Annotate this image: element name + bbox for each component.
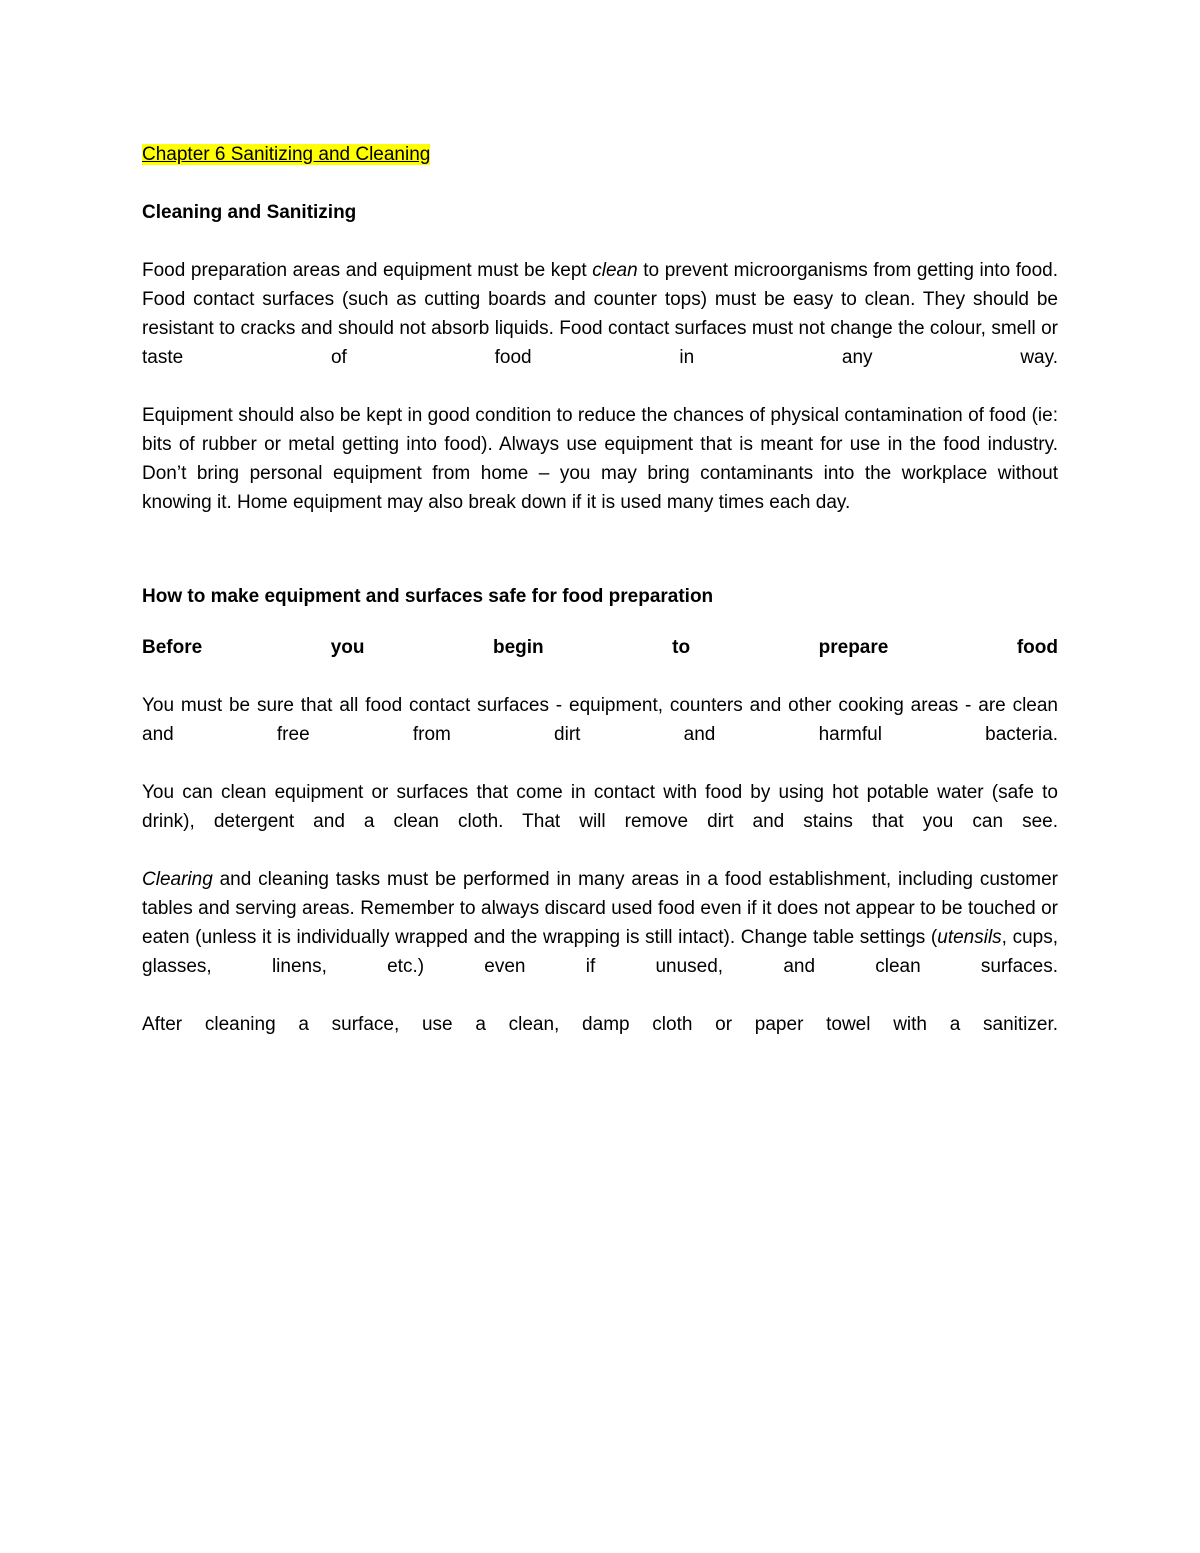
paragraph-equipment-condition: Equipment should also be kept in good condition to reduce the chances of physical contamination of food (ie: bits of rubber or metal getting into food). Always use equipment that is meant for use in the food industry. Don’t bring personal equipment from home – you may bring contaminants into the workplace without knowing it. Home equipment may also break down if it is used many times each day.	[142, 405, 1058, 513]
section-heading-cleaning-and-sanitizing: Cleaning and Sanitizing	[142, 202, 357, 223]
paragraph-text: , cups, glasses, linens, etc.) even if unused, and clean surfaces.	[142, 927, 1058, 977]
paragraph-clearing-tasks	[142, 865, 1058, 981]
emphasis-utensils: utensils	[937, 927, 1002, 948]
subheading-before-you-begin: Before you begin to prepare food	[142, 637, 1058, 658]
paragraph-text: Food preparation areas and equipment must be kept	[142, 260, 593, 281]
paragraph-food-preparation-areas	[142, 256, 1058, 372]
paragraph-text: and cleaning tasks must be performed in many areas in a food establishment, including customer tables and serving areas. Remember to always discard used food even if it does not appear to be touched or eaten (unless it is individually wrapped and the wrapping is still intact). Change table settings (	[142, 869, 1058, 948]
paragraph-food-contact-surfaces: You must be sure that all food contact surfaces - equipment, counters and other cooking areas - are clean and free from dirt and harmful bacteria.	[142, 695, 1058, 745]
emphasis-clearing: Clearing	[142, 869, 213, 890]
document-body	[142, 140, 1058, 1039]
section-heading-make-equipment-safe: How to make equipment and surfaces safe for food preparation	[142, 586, 714, 607]
paragraph-after-cleaning: After cleaning a surface, use a clean, damp cloth or paper towel with a sanitizer.	[142, 1014, 1058, 1035]
chapter-title-line	[142, 140, 1058, 169]
paragraph-text: to prevent microorganisms from getting into food. Food contact surfaces (such as cutting boards and counter tops) must be easy to clean. They should be resistant to cracks and should not absorb liquids. Food contact surfaces must not change the colour, smell or taste of food in any way.	[142, 260, 1058, 368]
paragraph-clean-equipment: You can clean equipment or surfaces that come in contact with food by using hot potable water (safe to drink), detergent and a clean cloth. That will remove dirt and stains that you can see.	[142, 782, 1058, 832]
emphasis-clean: clean	[592, 260, 638, 281]
chapter-title: Chapter 6 Sanitizing and Cleaning	[142, 144, 431, 165]
